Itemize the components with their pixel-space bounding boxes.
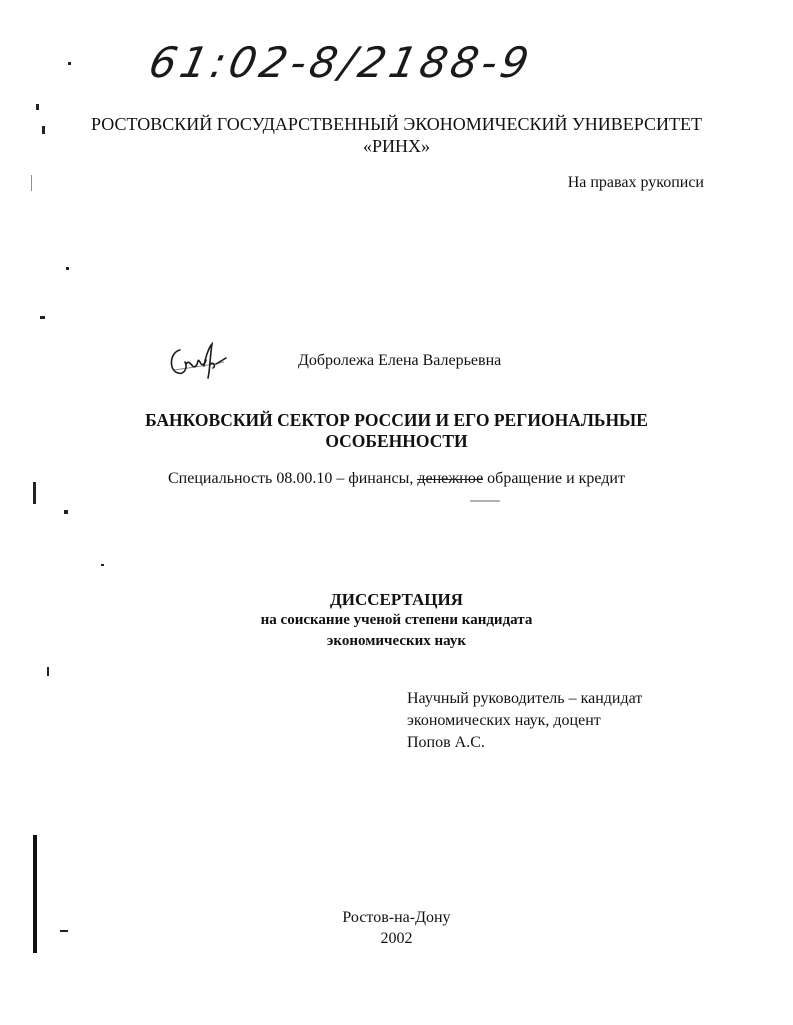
scan-speck	[40, 316, 45, 319]
specialty-prefix: Специальность 08.00.10 – финансы,	[168, 470, 414, 487]
footer	[0, 907, 793, 949]
scan-speck	[36, 104, 39, 110]
scan-edge	[33, 835, 37, 953]
supervisor-line-2: экономических наук, доцент	[407, 712, 601, 729]
degree-line-2: экономических наук	[326, 633, 467, 649]
manuscript-note: На правах рукописи	[567, 174, 704, 191]
dissertation-title	[0, 410, 793, 452]
year: 2002	[380, 930, 413, 947]
dissertation-block	[0, 590, 793, 652]
handwritten-catalog-number: 61:02-8/2188-9	[144, 38, 538, 87]
scan-speck	[101, 564, 104, 566]
university-abbr: «РИНХ»	[362, 136, 430, 156]
scan-speck	[470, 500, 500, 502]
specialty-suffix: обращение и кредит	[487, 470, 625, 487]
scan-speck	[60, 930, 68, 932]
signature-icon	[166, 340, 236, 384]
title-line-1: БАНКОВСКИЙ СЕКТОР РОССИИ И ЕГО РЕГИОНАЛЬНЫЕ	[145, 410, 648, 430]
supervisor-line-3: Попов А.С.	[407, 734, 485, 751]
scan-speck	[68, 62, 71, 65]
degree-line-1: на соискание ученой степени кандидата	[260, 612, 533, 628]
scan-speck	[47, 667, 49, 676]
supervisor-line-1: Научный руководитель – кандидат	[407, 690, 643, 707]
university-name: РОСТОВСКИЙ ГОСУДАРСТВЕННЫЙ ЭКОНОМИЧЕСКИЙ УНИВЕРСИТЕТ	[91, 114, 702, 134]
scan-speck	[31, 175, 32, 191]
scan-speck	[64, 510, 68, 514]
university-header	[0, 113, 793, 157]
title-line-2: ОСОБЕННОСТИ	[325, 431, 468, 451]
scan-speck	[42, 126, 45, 134]
city: Ростов-на-Дону	[342, 909, 451, 926]
dissertation-heading: ДИССЕРТАЦИЯ	[330, 590, 463, 609]
scan-speck	[33, 482, 36, 504]
scan-speck	[66, 267, 69, 270]
author-name: Добролежа Елена Валерьевна	[298, 352, 502, 369]
struck-word: денежное	[417, 470, 484, 487]
supervisor-block	[407, 688, 642, 754]
specialty-line	[0, 470, 793, 488]
